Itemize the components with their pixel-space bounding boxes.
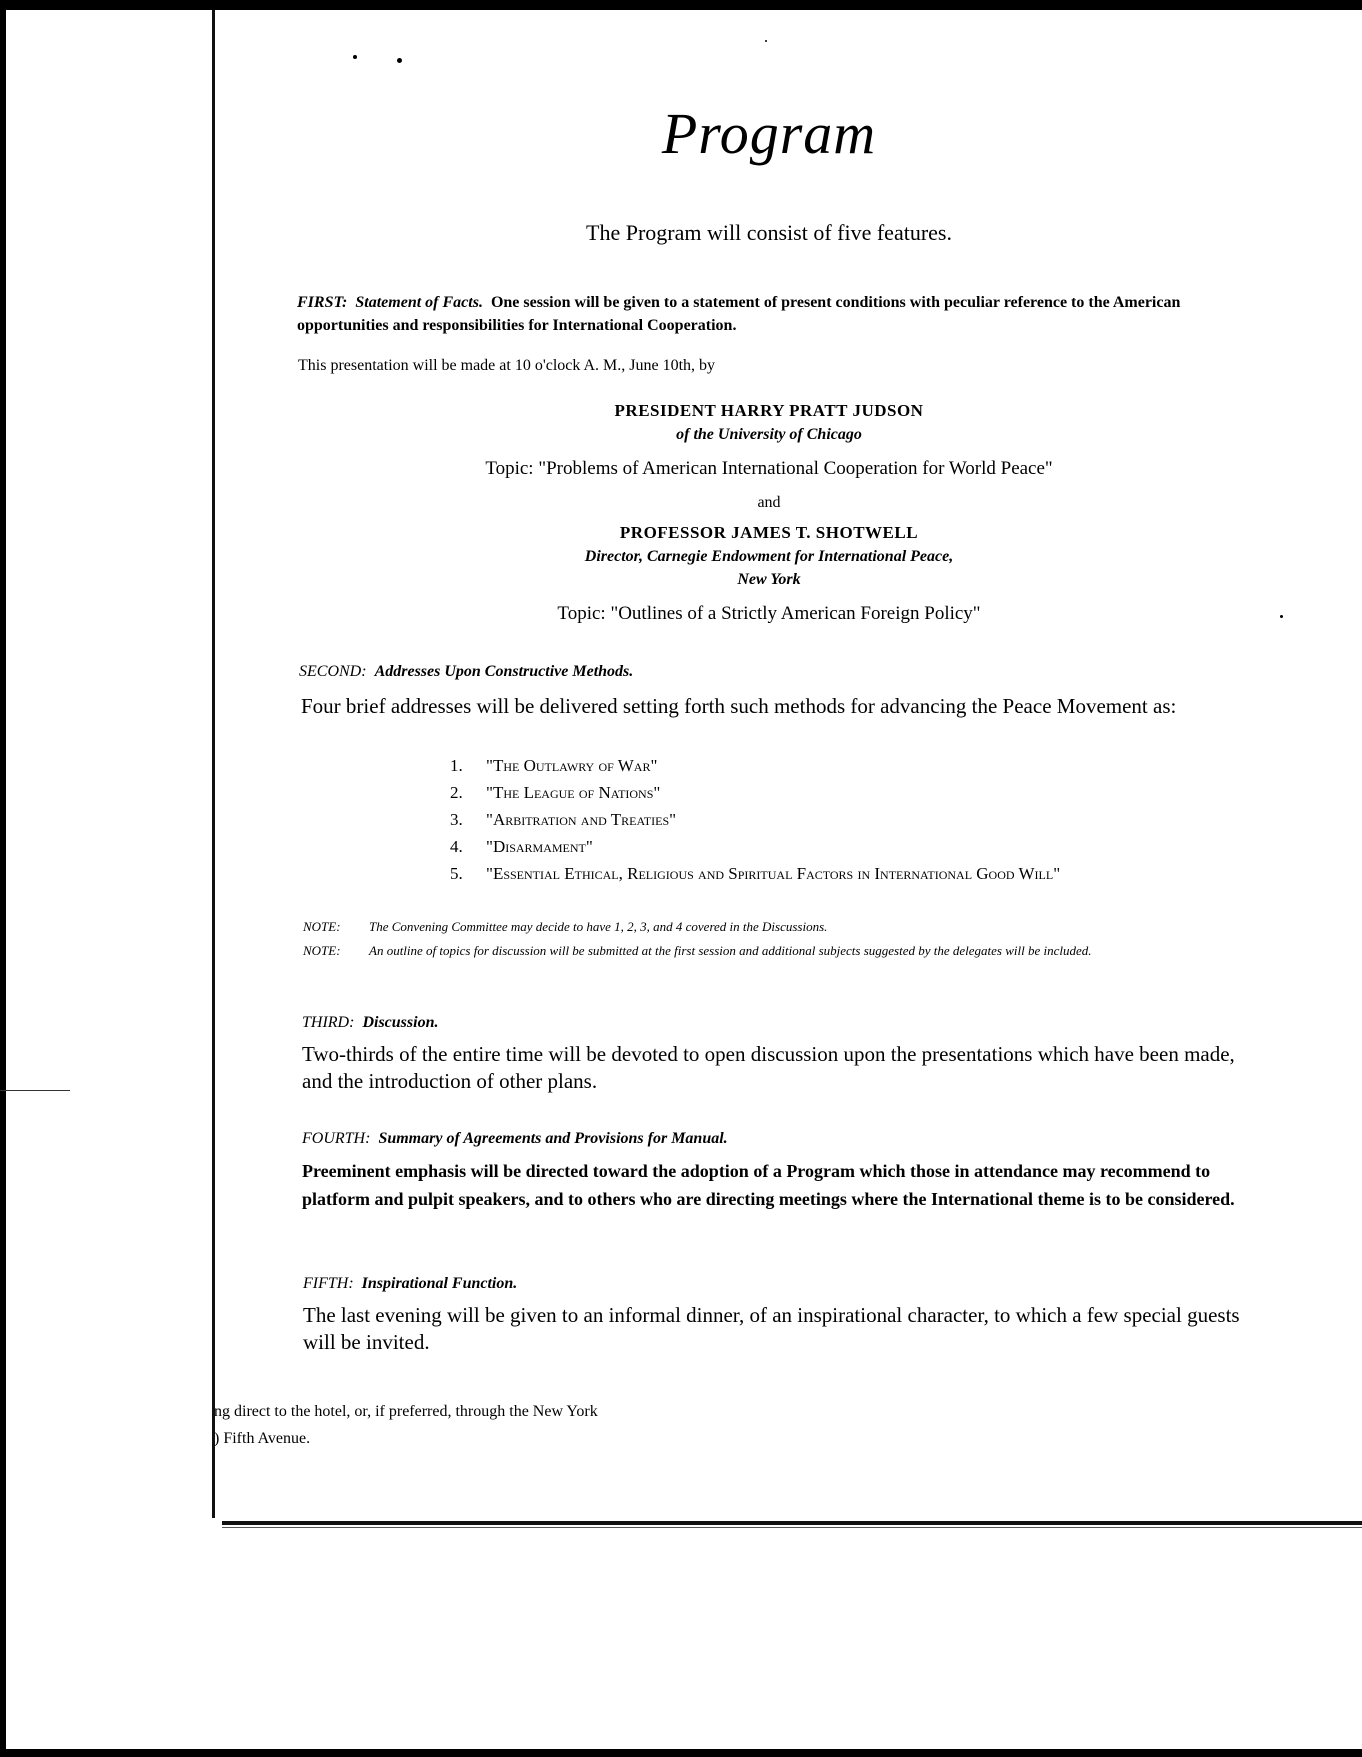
footer-line-1: ng direct to the hotel, or, if preferred, through the New York — [214, 1403, 598, 1420]
note-label: NOTE: — [303, 943, 341, 958]
list-item — [450, 783, 1270, 810]
footer-line-2: ) Fifth Avenue. — [214, 1430, 311, 1447]
section-second-heading — [299, 663, 633, 681]
list-item — [450, 756, 1270, 783]
speaker2-affiliation-line2: New York — [737, 571, 801, 588]
speaker1-name: PRESIDENT HARRY PRATT JUDSON — [614, 401, 924, 420]
page-title: Program — [661, 101, 877, 166]
first-text: One session will be given to a statement of present conditions with peculiar reference to the American opportunities and responsibilities for International Cooperation. — [297, 294, 1181, 334]
first-paragraph — [297, 291, 1247, 337]
list-item-number: 2. — [450, 783, 463, 802]
second-text: Four brief addresses will be delivered setting forth such methods for advancing the Peace Movement as: — [301, 694, 1177, 718]
first-label: FIRST: — [297, 294, 348, 311]
note-text: The Convening Committee may decide to have 1, 2, 3, and 4 covered in the Discussions. — [369, 919, 828, 934]
second-label: SECOND: — [299, 663, 367, 680]
scan-border-top — [0, 0, 1362, 10]
list-item-text: "Arbitration and Treaties" — [486, 810, 677, 829]
addresses-list — [450, 756, 1270, 891]
note-text: An outline of topics for discussion will be submitted at the first session and additional subjects suggested by the delegates will be included. — [369, 943, 1092, 958]
fifth-heading: Inspirational Function. — [361, 1275, 518, 1292]
list-item-number: 3. — [450, 810, 463, 829]
section-fourth-heading — [302, 1130, 728, 1148]
scan-speck — [353, 55, 357, 59]
speaker1-affiliation: of the University of Chicago — [676, 426, 862, 443]
list-item-number: 5. — [450, 864, 463, 883]
list-item-text: "Disarmament" — [486, 837, 593, 856]
page-subtitle: The Program will consist of five features. — [586, 220, 952, 245]
speaker2-topic: Topic: "Outlines of a Strictly American Foreign Policy" — [557, 603, 981, 624]
list-item-number: 1. — [450, 756, 463, 775]
third-text: Two-thirds of the entire time will be devoted to open discussion upon the presentations which have been made, and the introduction of other plans. — [302, 1042, 1235, 1093]
margin-mark — [0, 1090, 70, 1091]
fourth-text: Preeminent emphasis will be directed toward the adoption of a Program which those in attendance may recommend to platform and pulpit speakers, and to others who are directing meetings where the International theme is to be considered. — [302, 1161, 1235, 1209]
scan-speck — [397, 58, 402, 63]
page-edge-bottom-thin — [222, 1527, 1362, 1528]
note-label: NOTE: — [303, 919, 341, 934]
third-heading: Discussion. — [362, 1014, 439, 1031]
second-heading: Addresses Upon Constructive Methods. — [374, 663, 634, 680]
presentation-text: This presentation will be made at 10 o'clock A. M., June 10th, by — [298, 357, 716, 374]
fourth-heading: Summary of Agreements and Provisions for Manual. — [378, 1130, 728, 1147]
scan-border-left — [0, 0, 6, 1757]
fourth-label: FOURTH: — [302, 1130, 371, 1147]
third-label: THIRD: — [302, 1014, 355, 1031]
scan-speck — [765, 40, 767, 42]
list-item — [450, 837, 1270, 864]
section-fifth-heading — [303, 1275, 517, 1293]
list-item — [450, 864, 1270, 891]
list-item-text: "The League of Nations" — [486, 783, 661, 802]
section-third-heading — [302, 1014, 438, 1032]
list-item — [450, 810, 1270, 837]
note-2 — [303, 941, 1263, 961]
speaker2-affiliation-line1: Director, Carnegie Endowment for International Peace, — [584, 548, 954, 565]
page-edge-bottom — [222, 1521, 1362, 1525]
fifth-text: The last evening will be given to an informal dinner, of an inspirational character, to which a few special guests will be invited. — [303, 1303, 1240, 1354]
note-1 — [303, 917, 1263, 937]
section-first — [297, 291, 1247, 337]
and-text: and — [757, 494, 781, 511]
list-item-text: "The Outlawry of War" — [486, 756, 658, 775]
scan-border-bottom — [0, 1749, 1362, 1757]
speaker2-name: PROFESSOR JAMES T. SHOTWELL — [619, 523, 919, 542]
fifth-label: FIFTH: — [303, 1275, 354, 1292]
list-item-number: 4. — [450, 837, 463, 856]
list-item-text: "Essential Ethical, Religious and Spiritual Factors in International Good Will" — [486, 864, 1061, 883]
speaker1-topic: Topic: "Problems of American International Cooperation for World Peace" — [485, 458, 1053, 479]
first-heading: Statement of Facts. — [355, 294, 483, 311]
